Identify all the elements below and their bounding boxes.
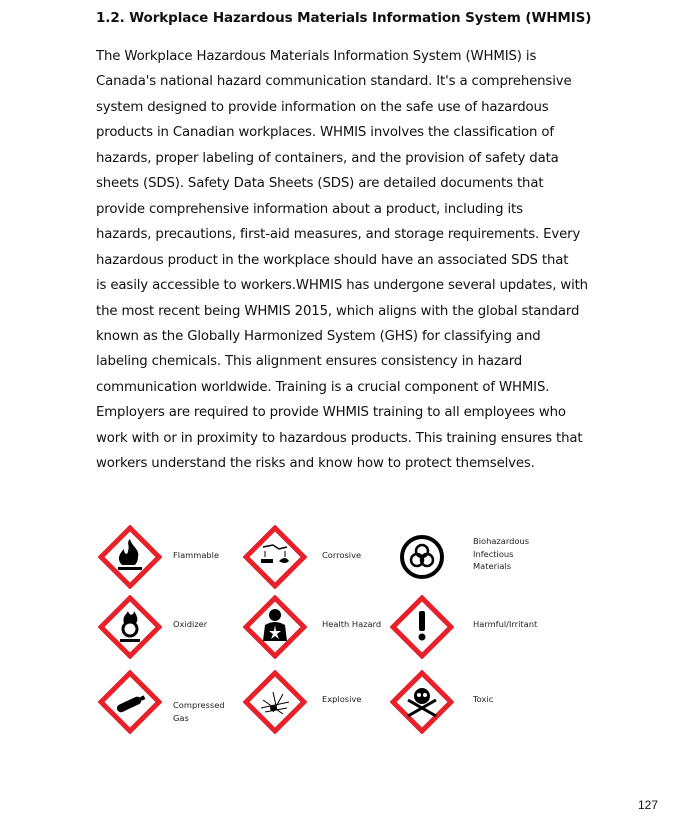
pictogram-label-line: Flammable — [173, 550, 220, 560]
section-heading: 1.2. Workplace Hazardous Materials Information System (WHMIS) — [96, 10, 592, 26]
pictogram-label — [173, 618, 207, 631]
flame-over-circle-icon — [98, 595, 162, 659]
paragraph-line: The Workplace Hazardous Materials Information System (WHMIS) is — [96, 49, 537, 64]
paragraph-line: hazards, proper labeling of containers, and the provision of safety data — [96, 150, 559, 166]
pictogram-label — [322, 693, 361, 706]
paragraph-line: Canada's national hazard communication standard. It's a comprehensive — [96, 74, 572, 90]
paragraph-line: work with or in proximity to hazardous products. This training ensures that — [96, 430, 583, 446]
paragraph-line: system designed to provide information on the safe use of hazardous — [96, 99, 549, 115]
pictogram-label-line: Materials — [473, 561, 512, 571]
paragraph-line: the most recent being WHMIS 2015, which aligns with the global standard — [96, 303, 580, 319]
pictogram-label-line: Infectious — [473, 548, 514, 559]
skull-crossbones-icon — [390, 670, 454, 734]
pictogram-label — [322, 618, 381, 631]
pictogram-label-line: Health Hazard — [322, 619, 382, 629]
flame-icon — [98, 525, 162, 589]
pictogram-label-line: Biohazardous — [473, 536, 530, 546]
corrosion-icon — [243, 525, 307, 589]
pictogram-label — [473, 618, 537, 631]
paragraph-line: is easily accessible to workers.WHMIS has undergone several updates, with — [96, 278, 588, 294]
paragraph-line: Employers are required to provide WHMIS training to all employees who — [96, 405, 566, 421]
paragraph-line: known as the Globally Harmonized System (GHS) for classifying and — [96, 328, 541, 344]
pictogram-label-line: Oxidizer — [173, 619, 208, 629]
pictogram-label — [473, 535, 529, 573]
pictogram-label-line: Toxic — [473, 694, 494, 704]
paragraph-line: products in Canadian workplaces. WHMIS involves the classification of — [96, 125, 554, 141]
pictogram-label-line: Explosive — [322, 694, 362, 704]
pictogram-label-line: Compressed — [173, 700, 225, 710]
paragraph-line: hazardous product in the workplace should have an associated SDS that — [96, 252, 569, 268]
pictogram-label-line: Harmful/Irritant — [473, 619, 538, 629]
paragraph-line: hazards, precautions, first-aid measures, and storage requirements. Every — [96, 227, 581, 243]
pictogram-label — [173, 549, 219, 562]
exploding-bomb-icon — [243, 670, 307, 734]
paragraph-line: provide comprehensive information about a product, including its — [96, 201, 523, 217]
biohazard-icon — [390, 525, 454, 589]
health-hazard-icon — [243, 595, 307, 659]
exclamation-mark-icon — [390, 595, 454, 659]
pictogram-label — [473, 693, 493, 706]
pictogram-label — [322, 549, 361, 562]
paragraph-line: labeling chemicals. This alignment ensures consistency in hazard — [96, 354, 523, 370]
pictogram-label-line: Gas — [173, 712, 189, 723]
paragraph-line: sheets (SDS). Safety Data Sheets (SDS) are detailed documents that — [96, 176, 544, 192]
gas-cylinder-icon — [98, 670, 162, 734]
pictogram-label-line: Corrosive — [322, 550, 362, 560]
page-number: 127 — [638, 798, 659, 812]
pictogram-label — [173, 699, 225, 724]
whmis-paragraph — [96, 44, 588, 477]
paragraph-line: workers understand the risks and know how to protect themselves. — [96, 456, 535, 472]
paragraph-line: communication worldwide. Training is a crucial component of WHMIS. — [96, 379, 550, 395]
